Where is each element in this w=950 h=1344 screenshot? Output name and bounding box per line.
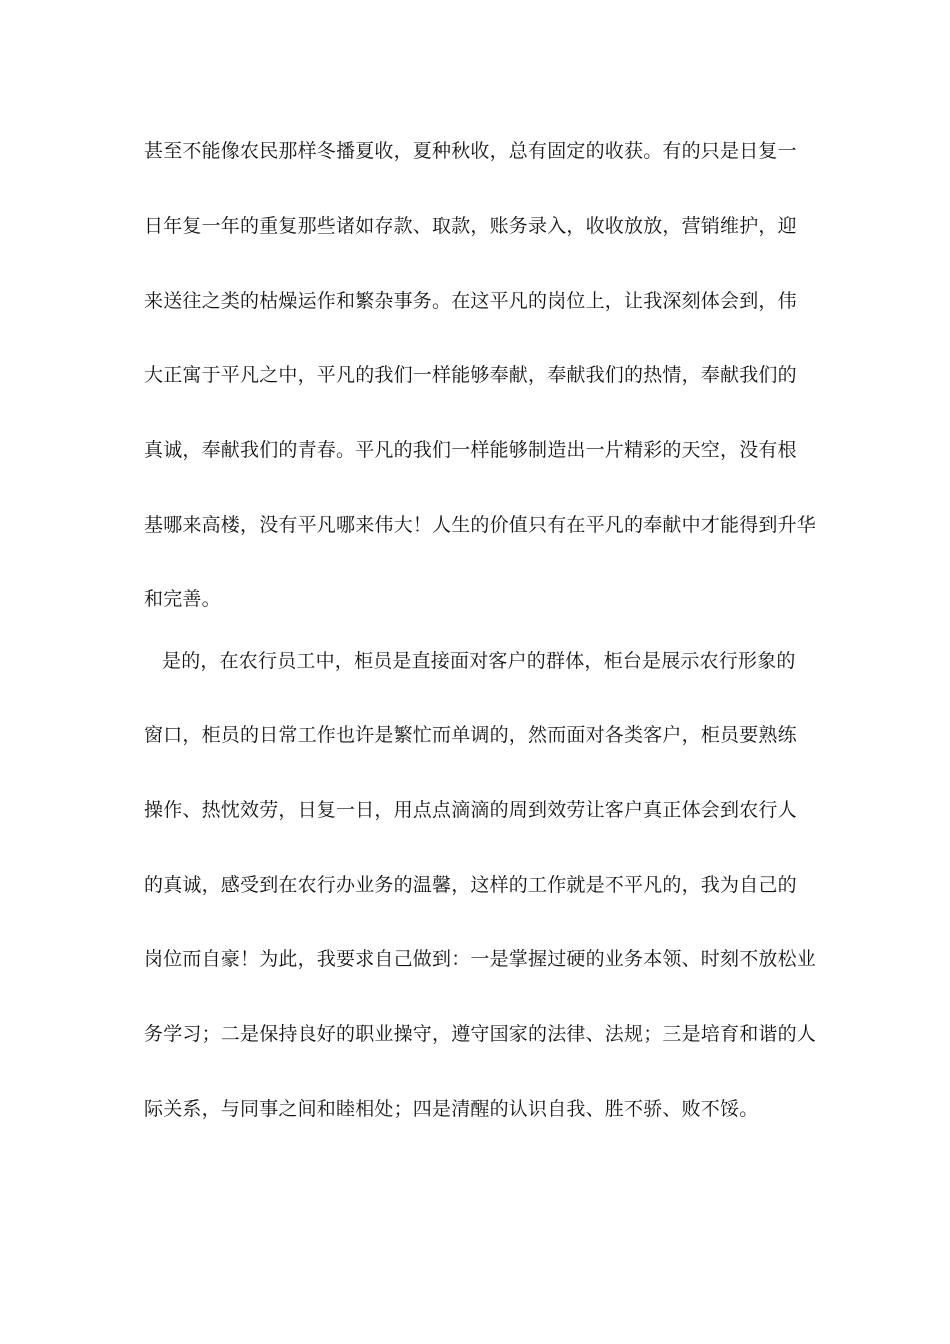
text-line: 日年复一年的重复那些诸如存款、取款，账务录入，收收放放，营销维护，迎 (144, 215, 797, 237)
text-line: 大正寓于平凡之中，平凡的我们一样能够奉献，奉献我们的热情，奉献我们的 (144, 364, 797, 386)
text-line: 甚至不能像农民那样冬播夏收，夏种秋收，总有固定的收获。有的只是日复一 (144, 140, 797, 162)
text-line: 岗位而自豪！为此，我要求自己做到：一是掌握过硬的业务本领、时刻不放松业 (144, 948, 817, 970)
text-line: 务学习；二是保持良好的职业操守，遵守国家的法律、法规；三是培育和谐的人 (144, 1023, 817, 1045)
text-line: 和完善。 (144, 588, 221, 610)
text-line: 操作、热忱效劳，日复一日，用点点滴滴的周到效劳让客户真正体会到农行人 (144, 799, 797, 821)
text-line: 的真诚，感受到在农行办业务的温馨，这样的工作就是不平凡的，我为自己的 (144, 874, 797, 896)
text-line: 基哪来高楼，没有平凡哪来伟大！人生的价值只有在平凡的奉献中才能得到升华 (144, 514, 817, 536)
text-line: 窗口，柜员的日常工作也许是繁忙而单调的，然而面对各类客户，柜员要熟练 (144, 724, 797, 746)
text-line: 来送往之类的枯燥运作和繁杂事务。在这平凡的岗位上，让我深刻体会到，伟 (144, 290, 797, 312)
text-line: 际关系，与同事之间和睦相处；四是清醒的认识自我、胜不骄、败不馁。 (144, 1098, 759, 1120)
text-line: 真诚，奉献我们的青春。平凡的我们一样能够制造出一片精彩的天空，没有根 (144, 439, 797, 461)
text-line: 是的，在农行员工中，柜员是直接面对客户的群体，柜台是展示农行形象的 (162, 650, 796, 672)
